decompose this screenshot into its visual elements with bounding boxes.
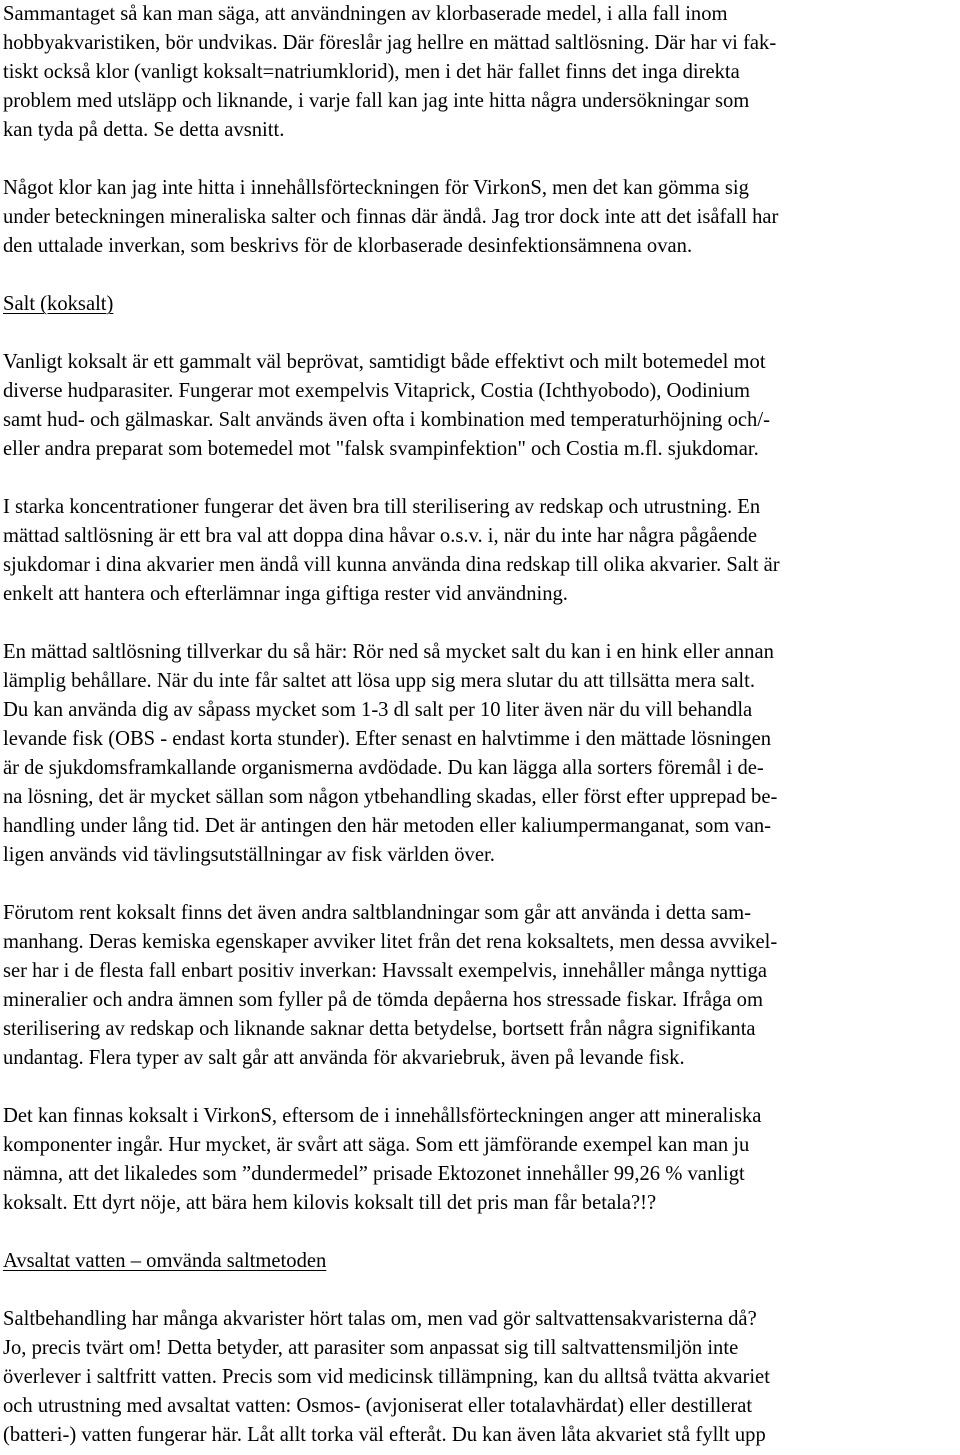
text-line: manhang. Deras kemiska egenskaper avviker litet från det rena koksaltets, men dessa avvikel- bbox=[3, 931, 778, 953]
text-line: Du kan använda dig av såpass mycket som 1-3 dl salt per 10 liter även när du vill behandla bbox=[3, 699, 753, 721]
text-line: enkelt att hantera och efterlämnar inga giftiga rester vid användning. bbox=[3, 583, 568, 605]
text-line: Det kan finnas koksalt i VirkonS, eftersom de i innehållsförteckningen anger att mineraliska bbox=[3, 1105, 762, 1127]
text-line: komponenter ingår. Hur mycket, är svårt att säga. Som ett jämförande exempel kan man ju bbox=[3, 1134, 750, 1156]
paragraph-gap bbox=[3, 1073, 958, 1102]
paragraph-gap bbox=[3, 1218, 958, 1247]
paragraph-salt-sterilisering bbox=[3, 493, 958, 609]
text-line: hobbyakvaristiken, bör undvikas. Där föreslår jag hellre en mättad saltlösning. Där har vi fak- bbox=[3, 32, 777, 54]
text-line: sjukdomar i dina akvarier men ändå vill kunna använda dina redskap till olika akvarier. Salt är bbox=[3, 554, 780, 576]
text-line: koksalt. Ett dyrt nöje, att bära hem kilovis koksalt till det pris man får betala?!? bbox=[3, 1192, 657, 1214]
text-line: Förutom rent koksalt finns det även andra saltblandningar som går att använda i detta sam- bbox=[3, 902, 752, 924]
text-line: tiskt också klor (vanligt koksalt=natriumklorid), men i det här fallet finns det inga direkta bbox=[3, 61, 740, 83]
text-line: handling under lång tid. Det är antingen den här metoden eller kaliumpermanganat, som van- bbox=[3, 815, 772, 837]
text-line: nämna, att det likaledes som ”dundermedel” prisade Ektozonet innehåller 99,26 % vanligt bbox=[3, 1163, 745, 1185]
paragraph-gap bbox=[3, 609, 958, 638]
paragraph-klor-summary bbox=[3, 0, 958, 145]
text-line: är de sjukdomsframkallande organismerna avdödade. Du kan lägga alla sorters föremål i de- bbox=[3, 757, 764, 779]
text-line: sterilisering av redskap och liknande saknar detta betydelse, bortsett från några signifikanta bbox=[3, 1018, 756, 1040]
text-line: diverse hudparasiter. Fungerar mot exempelvis Vitaprick, Costia (Ichthyobodo), Oodinium bbox=[3, 380, 751, 402]
text-line: kan tyda på detta. Se detta avsnitt. bbox=[3, 119, 285, 141]
text-line: (batteri-) vatten fungerar här. Låt allt torka väl efteråt. Du kan även låta akvariet stå fyllt upp bbox=[3, 1424, 766, 1446]
section-heading-salt: Salt (koksalt) bbox=[3, 293, 114, 315]
text-line: den uttalade inverkan, som beskrivs för de klorbaserade desinfektionsämnena ovan. bbox=[3, 235, 693, 257]
text-line: Sammantaget så kan man säga, att användningen av klorbaserade medel, i alla fall inom bbox=[3, 3, 728, 25]
text-line: Vanligt koksalt är ett gammalt väl beprövat, samtidigt både effektivt och milt botemedel mot bbox=[3, 351, 766, 373]
text-line: överlever i saltfritt vatten. Precis som vid medicinsk tillämpning, kan du alltså tvätta akvariet bbox=[3, 1366, 770, 1388]
section-heading-avsaltat-vatten: Avsaltat vatten – omvända saltmetoden bbox=[3, 1250, 327, 1272]
text-line: eller andra preparat som botemedel mot "falsk svampinfektion" och Costia m.fl. sjukdomar. bbox=[3, 438, 759, 460]
text-line: levande fisk (OBS - endast korta stunder). Efter senast en halvtimme i den mättade lösningen bbox=[3, 728, 772, 750]
document-page bbox=[3, 0, 958, 1450]
text-line: samt hud- och gälmaskar. Salt används även ofta i kombination med temperaturhöjning och/- bbox=[3, 409, 770, 431]
text-line: Saltbehandling har många akvarister hört talas om, men vad gör saltvattensakvaristerna då? bbox=[3, 1308, 757, 1330]
text-line: problem med utsläpp och liknande, i varje fall kan jag inte hitta några undersökningar som bbox=[3, 90, 750, 112]
text-line: mättad saltlösning är ett bra val att doppa dina håvar o.s.v. i, när du inte har några pågående bbox=[3, 525, 758, 547]
text-line: na lösning, det är mycket sällan som någon ytbehandling skadas, eller först efter upprepad be- bbox=[3, 786, 778, 808]
text-line: ligen används vid tävlingsutställningar av fisk världen över. bbox=[3, 844, 495, 866]
paragraph-gap bbox=[3, 1276, 958, 1305]
text-line: lämplig behållare. När du inte får saltet att lösa upp sig mera slutar du att tillsätta mera salt. bbox=[3, 670, 756, 692]
text-line: undantag. Flera typer av salt går att använda för akvariebruk, även på levande fisk. bbox=[3, 1047, 685, 1069]
text-line: Något klor kan jag inte hitta i innehållsförteckningen för VirkonS, men det kan gömma sig bbox=[3, 177, 749, 199]
paragraph-saltlosning-recept bbox=[3, 638, 958, 870]
text-line: ser har i de flesta fall enbart positiv inverkan: Havssalt exempelvis, innehåller många nyttiga bbox=[3, 960, 768, 982]
text-line: En mättad saltlösning tillverkar du så här: Rör ned så mycket salt du kan i en hink eller annan bbox=[3, 641, 774, 663]
text-line: och utrustning med avsaltat vatten: Osmos- (avjoniserat eller totalavhärdat) eller destillerat bbox=[3, 1395, 753, 1417]
paragraph-salt-intro bbox=[3, 348, 958, 464]
paragraph-gap bbox=[3, 870, 958, 899]
text-line: I starka koncentrationer fungerar det även bra till sterilisering av redskap och utrustning. En bbox=[3, 496, 761, 518]
paragraph-gap bbox=[3, 261, 958, 290]
paragraph-saltblandningar bbox=[3, 899, 958, 1073]
paragraph-gap bbox=[3, 319, 958, 348]
text-line: Jo, precis tvärt om! Detta betyder, att parasiter som anpassat sig till saltvattensmiljön inte bbox=[3, 1337, 739, 1359]
paragraph-koksalt-virkons bbox=[3, 1102, 958, 1218]
text-line: under beteckningen mineraliska salter och finnas där ändå. Jag tror dock inte att det isåfall har bbox=[3, 206, 779, 228]
paragraph-avsaltat-vatten bbox=[3, 1305, 958, 1450]
paragraph-virkons-klor bbox=[3, 174, 958, 261]
text-line: mineralier och andra ämnen som fyller på de tömda depåerna hos stressade fiskar. Ifråga om bbox=[3, 989, 763, 1011]
paragraph-gap bbox=[3, 145, 958, 174]
paragraph-gap bbox=[3, 464, 958, 493]
